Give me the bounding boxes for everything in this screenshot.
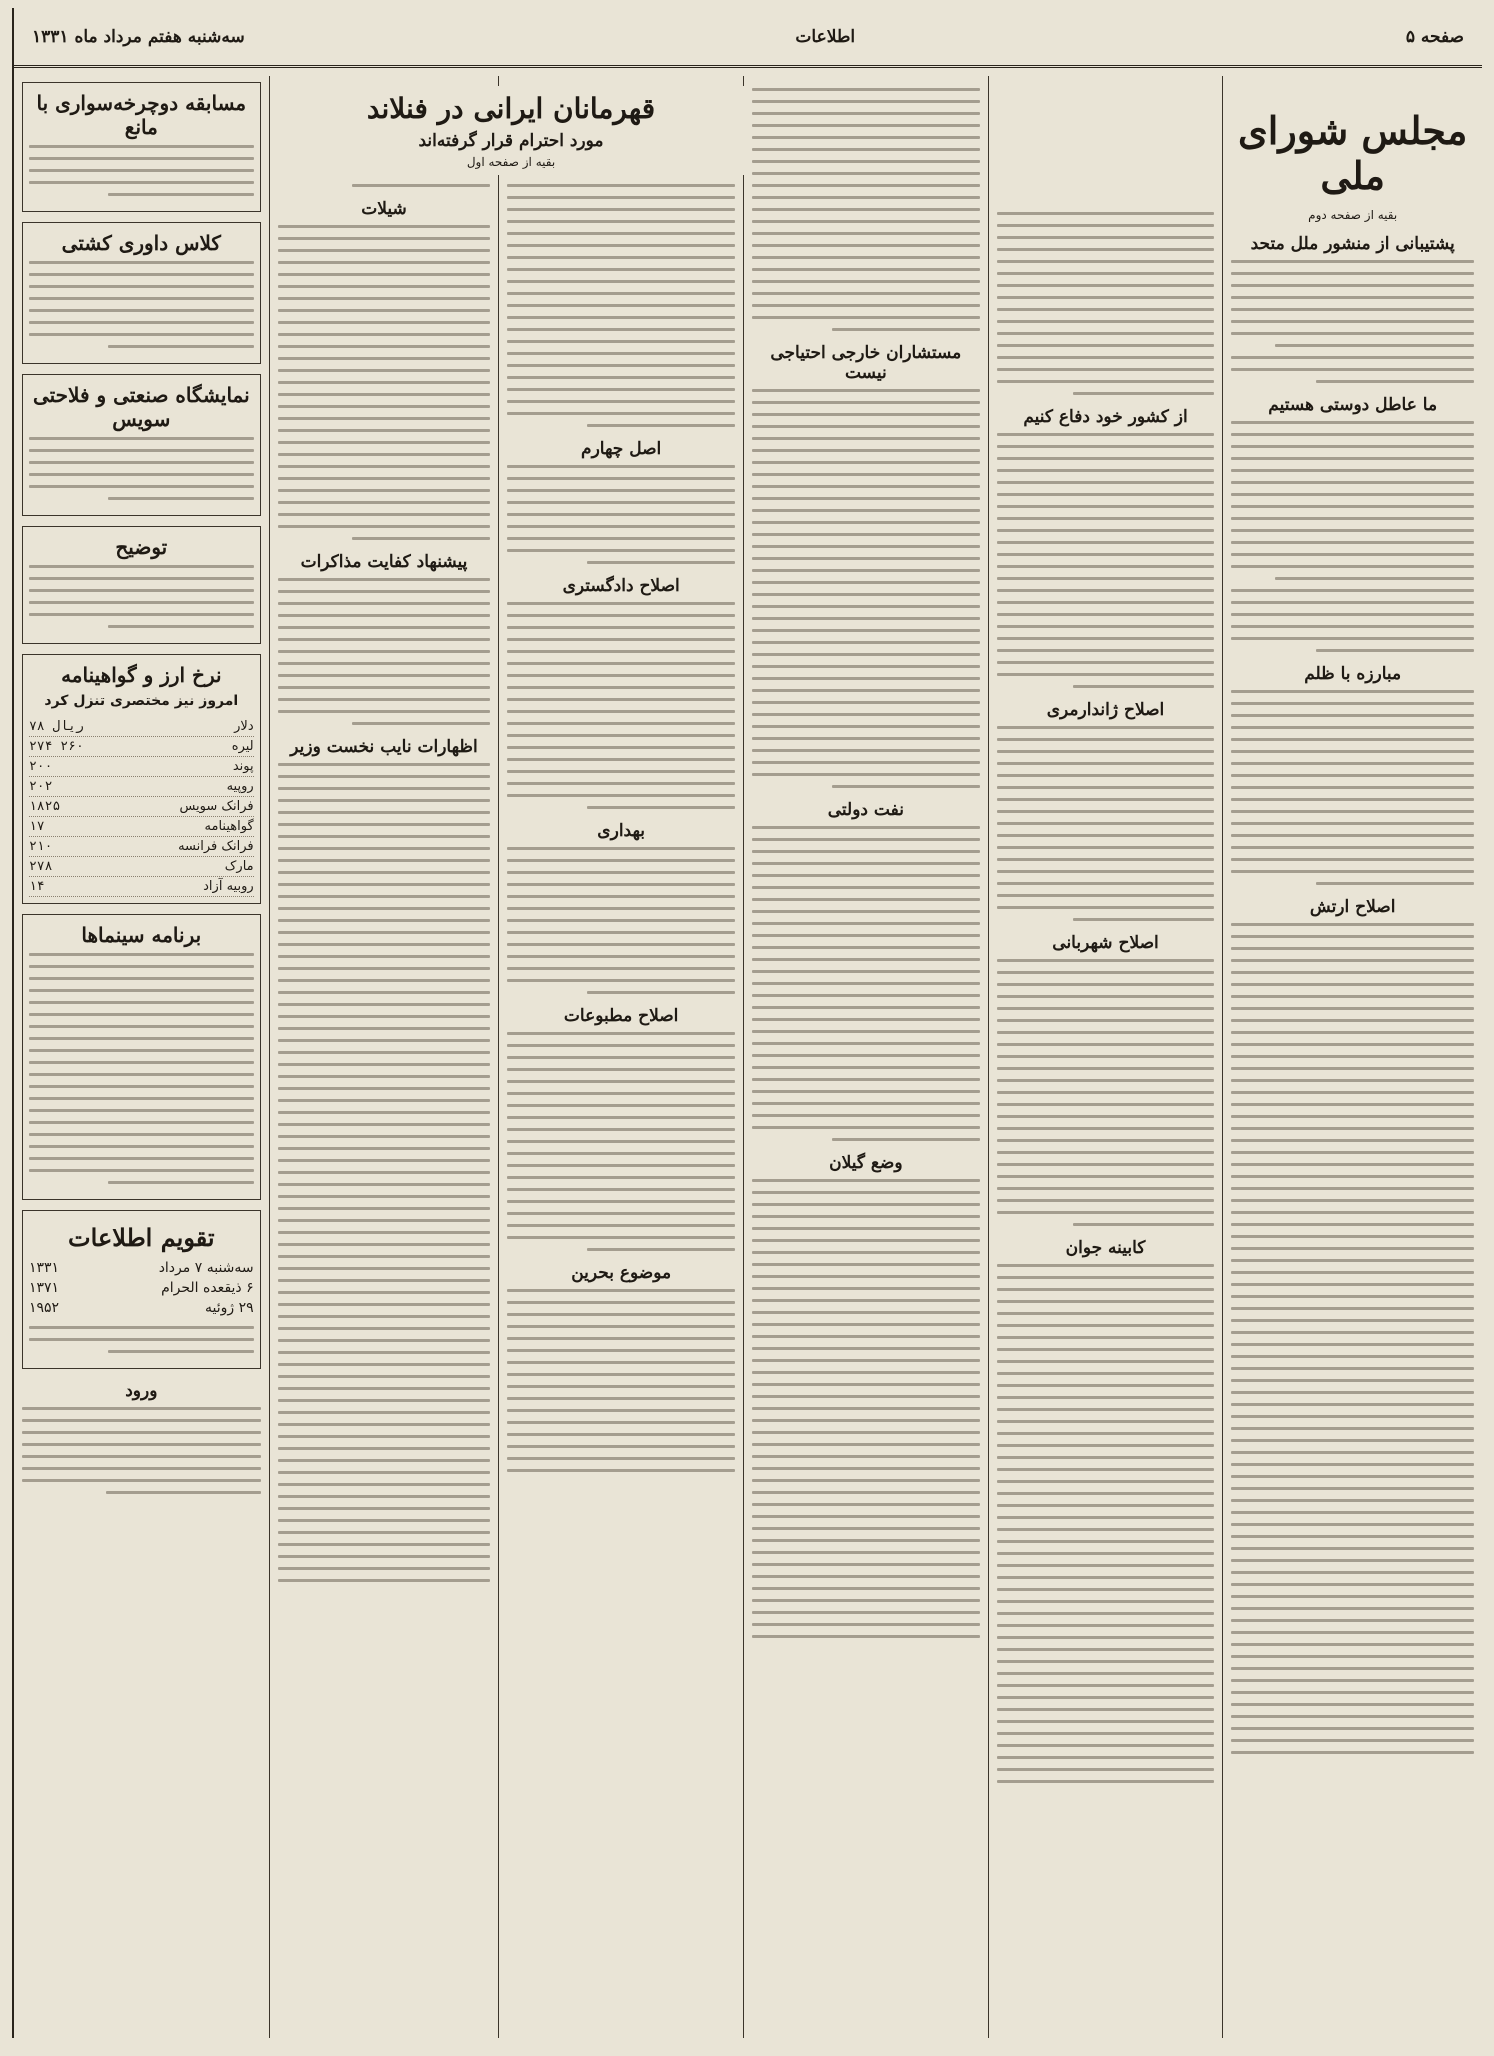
rate-row: گواهینامه ۱۷ <box>29 817 254 837</box>
column-main-article-4 <box>498 76 743 2038</box>
column-main-article-3 <box>743 76 988 2038</box>
subhead: بهداری <box>597 821 646 841</box>
subhead: نفت دولتی <box>827 800 904 820</box>
subhead: وضع گیلان <box>829 1153 903 1173</box>
text-block <box>997 726 1215 921</box>
text-block <box>1231 923 1474 1754</box>
rate-row: روپیه ۲۰۲ <box>29 777 254 797</box>
subhead: اصلاح دادگستری <box>562 576 680 596</box>
rate-row: فرانک فرانسه ۲۱۰ <box>29 837 254 857</box>
text-block <box>752 826 980 1141</box>
main-continued: بقیه از صفحه دوم <box>1308 208 1398 222</box>
columns <box>14 76 1482 2038</box>
rate-row: پوند ۲۰۰ <box>29 757 254 777</box>
box-title: مسابقه دوچرخه‌سواری با مانع <box>36 91 247 139</box>
text-block <box>752 88 980 331</box>
text-block <box>507 1032 735 1251</box>
rate-row: فرانک سویس ۱۸۲۵ <box>29 797 254 817</box>
column-main-article <box>1222 76 1482 2038</box>
rates-title: نرخ ارز و گواهینامه <box>61 663 222 687</box>
box-clarification <box>22 526 261 644</box>
box-title: کلاس داوری کشتی <box>61 231 221 255</box>
text-block <box>507 1289 735 1472</box>
box-title: توضیح <box>115 535 168 559</box>
side-subheadline: مورد احترام قرار گرفته‌اند <box>418 131 604 151</box>
box-exhibition <box>22 374 261 516</box>
side-headline: قهرمانان ایرانی در فنلاند <box>366 92 656 125</box>
text-block <box>997 959 1215 1226</box>
newspaper-page <box>12 8 1482 2038</box>
subhead: پیشنهاد کفایت مذاکرات <box>300 552 468 572</box>
column-main-article-2 <box>988 76 1223 2038</box>
subhead: موضوع بحرین <box>571 1263 672 1283</box>
rate-row: لیره ۲۷۴ ۲۶۰ <box>29 737 254 757</box>
subhead: پشتیبانی از منشور ملل متحد <box>1250 234 1455 254</box>
rate-row: مارک ۲۷۸ <box>29 857 254 877</box>
box-wrestling <box>22 222 261 364</box>
subhead: مستشاران خارجی احتیاجی نیست <box>770 343 962 383</box>
subhead: اصلاح شهربانی <box>1052 933 1159 953</box>
subhead: مبارزه با ظلم <box>1304 664 1402 684</box>
text-block <box>278 225 491 540</box>
text-block <box>22 1407 261 1494</box>
text-block <box>1231 260 1474 383</box>
text-block <box>997 433 1215 688</box>
column-sidebar <box>14 76 269 2038</box>
box-cinema <box>22 914 261 1200</box>
subhead: کابینه جوان <box>1065 1238 1146 1258</box>
subhead: اصلاح ارتش <box>1309 897 1396 917</box>
side-article-header <box>276 86 746 175</box>
subhead: اظهارات نایب نخست وزیر <box>290 737 478 757</box>
subhead: اصل چهارم <box>581 439 662 459</box>
text-block <box>752 1179 980 1638</box>
cinema-title: برنامه سینماها <box>81 923 202 947</box>
newspaper-name: اطلاعات <box>795 26 856 47</box>
text-block <box>997 212 1215 395</box>
page-number: صفحه ۵ <box>1405 26 1464 47</box>
text-block <box>1231 421 1474 652</box>
calendar-row: سه‌شنبه ۷ مرداد ۱۳۳۱ <box>28 1260 254 1276</box>
text-block <box>278 578 491 725</box>
text-block <box>752 389 980 788</box>
subhead: ما عاطل دوستی هستیم <box>1268 395 1438 415</box>
page-header <box>14 8 1482 68</box>
text-block <box>278 763 491 1582</box>
box-cycling <box>22 82 261 212</box>
side-continued: بقیه از صفحه اول <box>466 155 556 169</box>
calendar-row: ۲۹ ژوئیه ۱۹۵۲ <box>28 1300 254 1316</box>
text-block <box>1231 690 1474 885</box>
text-block <box>997 1264 1215 1783</box>
box-title: نمایشگاه صنعتی و فلاحتی سویس <box>32 383 250 431</box>
calendar-title: تقویم اطلاعات <box>68 1223 215 1252</box>
text-block <box>507 847 735 994</box>
subhead: از کشور خود دفاع کنیم <box>1023 407 1188 427</box>
calendar-row: ۶ ذیقعده الحرام ۱۳۷۱ <box>28 1280 254 1296</box>
text-block <box>507 602 735 809</box>
box-calendar <box>22 1210 261 1369</box>
issue-date: سه‌شنبه هفتم مرداد ماه ۱۳۳۱ <box>32 26 245 47</box>
rate-row: دلار ۷۸ ریال <box>29 717 254 737</box>
side-article-wrapper <box>276 76 746 169</box>
column-main-article-5 <box>269 76 499 2038</box>
rates-subtitle: امروز نیز مختصری تنزل کرد <box>44 693 239 709</box>
subhead: اصلاح ژاندارمری <box>1046 700 1165 720</box>
arrivals-title: ورود <box>125 1381 158 1401</box>
box-exchange-rates <box>22 654 261 904</box>
text-block <box>507 465 735 564</box>
main-headline: مجلس شورای ملی <box>1238 108 1468 198</box>
subhead: شیلات <box>361 199 407 219</box>
rate-row: روبیه آزاد ۱۴ <box>29 877 254 897</box>
subhead: اصلاح مطبوعات <box>563 1006 679 1026</box>
